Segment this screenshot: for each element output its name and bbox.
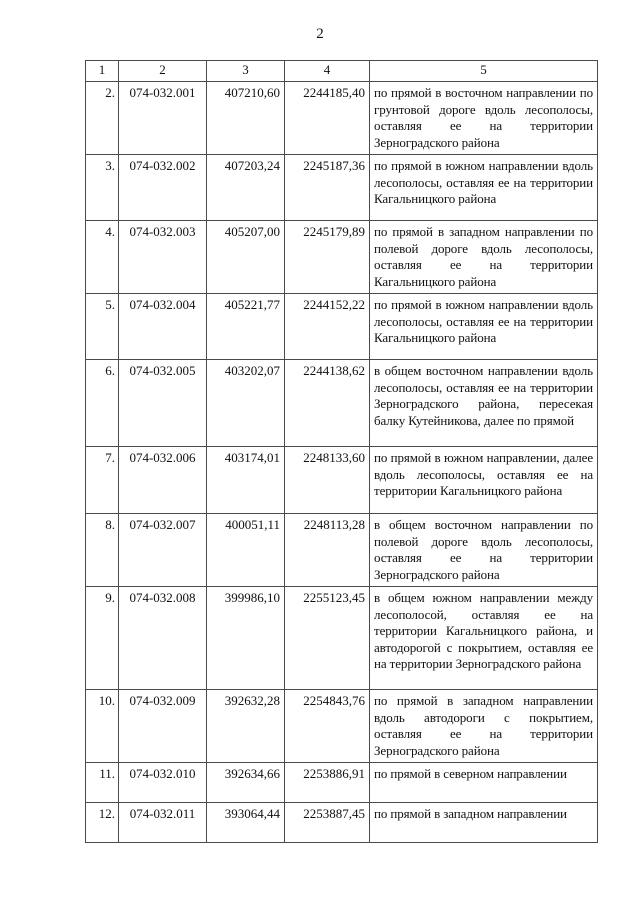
point-code: 074-032.004 bbox=[119, 294, 207, 360]
header-col-4: 4 bbox=[285, 61, 370, 82]
point-code: 074-032.006 bbox=[119, 447, 207, 514]
table-row bbox=[86, 294, 598, 360]
boundary-description: по прямой в западном направлении по полевой дороге вдоль лесополосы, оставляя ее на территории Кагальницкого района bbox=[370, 221, 598, 294]
table-row bbox=[86, 690, 598, 763]
point-code: 074-032.005 bbox=[119, 360, 207, 447]
point-code: 074-032.009 bbox=[119, 690, 207, 763]
header-col-5: 5 bbox=[370, 61, 598, 82]
header-col-3: 3 bbox=[207, 61, 285, 82]
table-row bbox=[86, 82, 598, 155]
table-row bbox=[86, 803, 598, 843]
table-row bbox=[86, 360, 598, 447]
coordinate-x: 403174,01 bbox=[207, 447, 285, 514]
coordinate-x: 392634,66 bbox=[207, 763, 285, 803]
table-row bbox=[86, 514, 598, 587]
coordinate-y: 2248113,28 bbox=[285, 514, 370, 587]
coordinate-x: 399986,10 bbox=[207, 587, 285, 690]
row-number: 5. bbox=[86, 294, 119, 360]
coordinate-x: 407210,60 bbox=[207, 82, 285, 155]
coordinate-x: 393064,44 bbox=[207, 803, 285, 843]
boundary-description: по прямой в южном направлении вдоль лесополосы, оставляя ее на территории Кагальницкого района bbox=[370, 155, 598, 221]
point-code: 074-032.007 bbox=[119, 514, 207, 587]
point-code: 074-032.002 bbox=[119, 155, 207, 221]
coordinate-y: 2244138,62 bbox=[285, 360, 370, 447]
row-number: 7. bbox=[86, 447, 119, 514]
point-code: 074-032.010 bbox=[119, 763, 207, 803]
boundary-table bbox=[85, 60, 598, 843]
point-code: 074-032.003 bbox=[119, 221, 207, 294]
table-header bbox=[86, 61, 598, 82]
row-number: 6. bbox=[86, 360, 119, 447]
row-number: 2. bbox=[86, 82, 119, 155]
coordinate-x: 403202,07 bbox=[207, 360, 285, 447]
coordinate-y: 2254843,76 bbox=[285, 690, 370, 763]
point-code: 074-032.008 bbox=[119, 587, 207, 690]
header-col-1: 1 bbox=[86, 61, 119, 82]
coordinate-y: 2255123,45 bbox=[285, 587, 370, 690]
table-row bbox=[86, 155, 598, 221]
table-row bbox=[86, 221, 598, 294]
boundary-description: по прямой в западном направлении вдоль автодороги с покрытием, оставляя ее на территории Зерноградского района bbox=[370, 690, 598, 763]
boundary-description: по прямой в северном направлении bbox=[370, 763, 598, 803]
boundary-description: по прямой в южном направлении, далее вдоль лесополосы, оставляя ее на территории Кагальницкого района bbox=[370, 447, 598, 514]
row-number: 4. bbox=[86, 221, 119, 294]
coordinate-y: 2245179,89 bbox=[285, 221, 370, 294]
page-number: 2 bbox=[316, 26, 324, 42]
coordinate-y: 2248133,60 bbox=[285, 447, 370, 514]
boundary-description: в общем восточном направлении по полевой дороге вдоль лесополосы, оставляя ее на территории Зерноградского района bbox=[370, 514, 598, 587]
table-row bbox=[86, 447, 598, 514]
table-row bbox=[86, 763, 598, 803]
boundary-description: по прямой в восточном направлении по грунтовой дороге вдоль лесополосы, оставляя ее на территории Зерноградского района bbox=[370, 82, 598, 155]
coordinate-y: 2244152,22 bbox=[285, 294, 370, 360]
header-col-2: 2 bbox=[119, 61, 207, 82]
coordinate-y: 2253887,45 bbox=[285, 803, 370, 843]
point-code: 074-032.011 bbox=[119, 803, 207, 843]
row-number: 11. bbox=[86, 763, 119, 803]
boundary-description: по прямой в южном направлении вдоль лесополосы, оставляя ее на территории Кагальницкого района bbox=[370, 294, 598, 360]
boundary-description: по прямой в западном направлении bbox=[370, 803, 598, 843]
coordinate-x: 400051,11 bbox=[207, 514, 285, 587]
coordinate-y: 2245187,36 bbox=[285, 155, 370, 221]
coordinate-x: 407203,24 bbox=[207, 155, 285, 221]
table-body bbox=[86, 82, 598, 843]
row-number: 10. bbox=[86, 690, 119, 763]
coordinate-y: 2244185,40 bbox=[285, 82, 370, 155]
coordinate-x: 392632,28 bbox=[207, 690, 285, 763]
boundary-description: в общем восточном направлении вдоль лесополосы, оставляя ее на территории Зерноградского района, пересекая балку Кутейникова, далее по прямой bbox=[370, 360, 598, 447]
table-row bbox=[86, 587, 598, 690]
boundary-description: в общем южном направлении между лесополосой, оставляя ее на территории Кагальницкого района, и автодорогой с покрытием, оставляя ее на территории Зерноградского района bbox=[370, 587, 598, 690]
row-number: 12. bbox=[86, 803, 119, 843]
header-row bbox=[86, 61, 598, 82]
row-number: 9. bbox=[86, 587, 119, 690]
coordinate-x: 405207,00 bbox=[207, 221, 285, 294]
row-number: 8. bbox=[86, 514, 119, 587]
coordinate-x: 405221,77 bbox=[207, 294, 285, 360]
coordinate-y: 2253886,91 bbox=[285, 763, 370, 803]
point-code: 074-032.001 bbox=[119, 82, 207, 155]
row-number: 3. bbox=[86, 155, 119, 221]
